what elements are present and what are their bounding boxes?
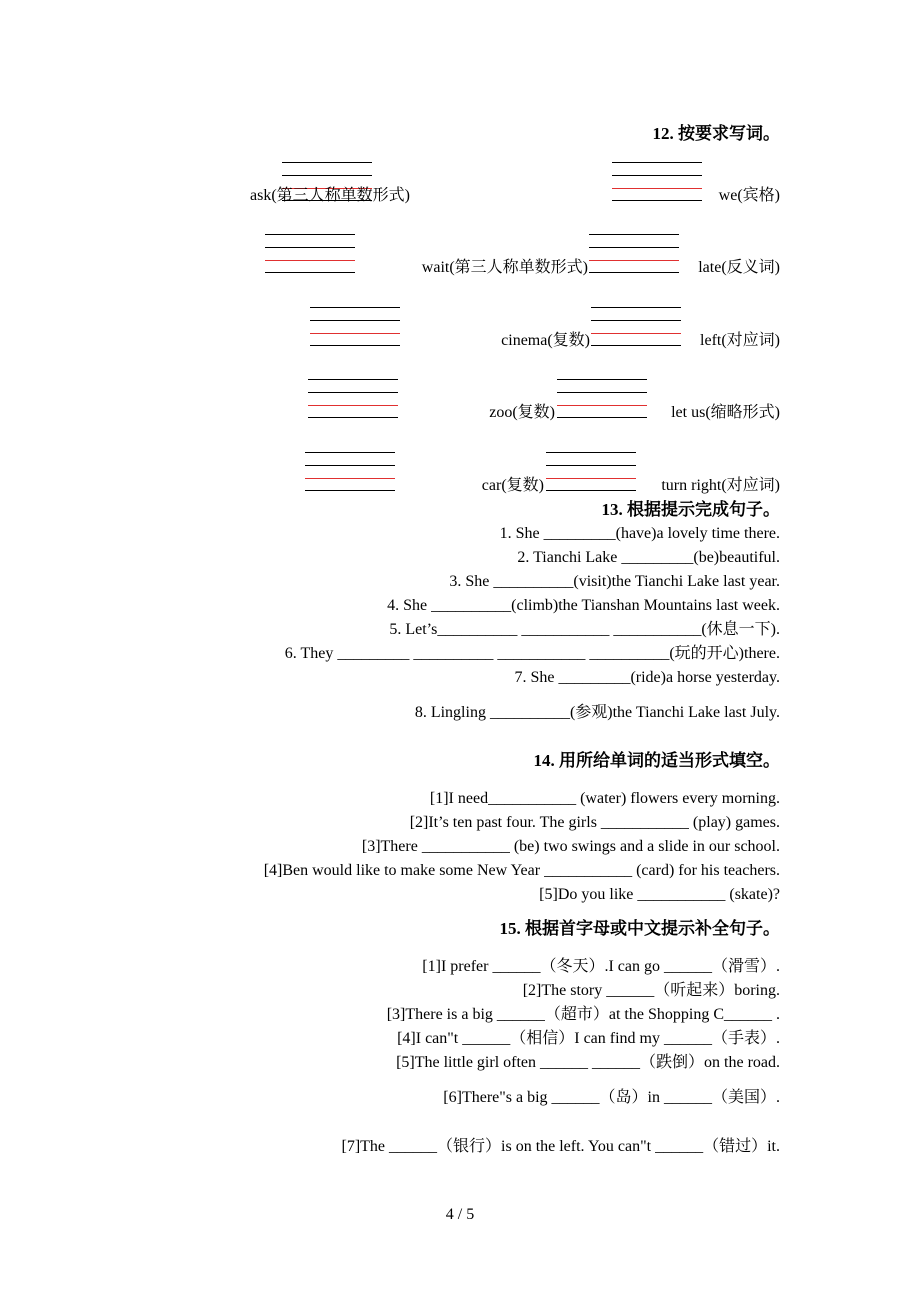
answer-line [546, 465, 636, 466]
answer-line [310, 333, 400, 334]
q13-sentence: 8. Lingling __________(参观)the Tianchi Lake last July. [414, 704, 780, 721]
answer-line [612, 188, 702, 189]
q14-sentence: [1]I need___________ (water) flowers every morning. [429, 790, 780, 807]
answer-line [546, 490, 636, 491]
q13-sentence: 1. She _________(have)a lovely time there. [499, 525, 780, 542]
q15-sentence: [3]There is a big ______（超市）at the Shopping C______ . [386, 1006, 780, 1023]
answer-line [612, 162, 702, 163]
answer-line [310, 320, 400, 321]
answer-line [310, 345, 400, 346]
q15-title: 15. 根据首字母或中文提示补全句子。 [499, 919, 780, 938]
answer-line [265, 234, 355, 235]
answer-line [305, 452, 395, 453]
answer-line [282, 162, 372, 163]
q12-item-left: wait(第三人称单数形式) [421, 259, 588, 276]
answer-line [591, 307, 681, 308]
q12-title: 12. 按要求写词。 [652, 124, 780, 143]
answer-line [546, 478, 636, 479]
answer-line [557, 379, 647, 380]
answer-line [557, 392, 647, 393]
q12-item-left: car(复数) [481, 477, 544, 494]
q15-sentence: [7]The ______（银行）is on the left. You can"t ______（错过）it. [341, 1138, 780, 1155]
answer-line [557, 405, 647, 406]
q12-item-right: turn right(对应词) [661, 477, 780, 494]
page-number: 4 / 5 [445, 1206, 475, 1223]
q12-item-right: we(宾格) [718, 187, 780, 204]
q13-sentence: 4. She __________(climb)the Tianshan Mountains last week. [387, 597, 780, 614]
answer-line [308, 405, 398, 406]
q12-item-left: zoo(复数) [489, 404, 555, 421]
answer-line [612, 175, 702, 176]
answer-line [305, 490, 395, 491]
q12-item-right: let us(缩略形式) [671, 404, 780, 421]
q12-item-right: left(对应词) [700, 332, 780, 349]
q14-sentence: [2]It’s ten past four. The girls ___________ (play) games. [409, 814, 780, 831]
answer-line [265, 247, 355, 248]
q13-sentence: 2. Tianchi Lake _________(be)beautiful. [517, 549, 780, 566]
answer-line [308, 379, 398, 380]
answer-line [265, 260, 355, 261]
answer-line [589, 272, 679, 273]
answer-line [546, 452, 636, 453]
answer-line [591, 345, 681, 346]
answer-line [589, 260, 679, 261]
q14-title: 14. 用所给单词的适当形式填空。 [533, 751, 780, 770]
q13-sentence: 5. Let’s__________ ___________ ___________(休息一下). [389, 621, 780, 638]
q12-item-right: late(反义词) [698, 259, 780, 276]
q13-title: 13. 根据提示完成句子。 [601, 500, 780, 519]
q15-sentence: [1]I prefer ______（冬天）.I can go ______（滑雪）. [422, 958, 780, 975]
q15-sentence: [5]The little girl often ______ ______（跌倒）on the road. [396, 1054, 780, 1071]
answer-line [305, 478, 395, 479]
answer-line [282, 175, 372, 176]
q14-sentence: [4]Ben would like to make some New Year ___________ (card) for his teachers. [263, 862, 780, 879]
answer-line [589, 234, 679, 235]
q14-sentence: [3]There ___________ (be) two swings and a slide in our school. [361, 838, 780, 855]
q12-item-left: ask(第三人称单数形式) [250, 187, 410, 204]
answer-line [265, 272, 355, 273]
q13-sentence: 6. They _________ __________ ___________ __________(玩的开心)there. [284, 645, 780, 662]
q12-item-left: cinema(复数) [501, 332, 590, 349]
answer-line [308, 417, 398, 418]
q13-sentence: 7. She _________(ride)a horse yesterday. [514, 669, 780, 686]
answer-line [557, 417, 647, 418]
q14-sentence: [5]Do you like ___________ (skate)? [539, 886, 780, 903]
answer-line [589, 247, 679, 248]
answer-line [591, 333, 681, 334]
answer-line [310, 307, 400, 308]
q15-sentence: [6]There"s a big ______（岛）in ______（美国）. [443, 1089, 780, 1106]
answer-line [308, 392, 398, 393]
q15-sentence: [4]I can"t ______（相信）I can find my ______（手表）. [397, 1030, 780, 1047]
q15-sentence: [2]The story ______（听起来）boring. [522, 982, 780, 999]
answer-line [612, 200, 702, 201]
answer-line [591, 320, 681, 321]
answer-line [305, 465, 395, 466]
q13-sentence: 3. She __________(visit)the Tianchi Lake last year. [449, 573, 780, 590]
